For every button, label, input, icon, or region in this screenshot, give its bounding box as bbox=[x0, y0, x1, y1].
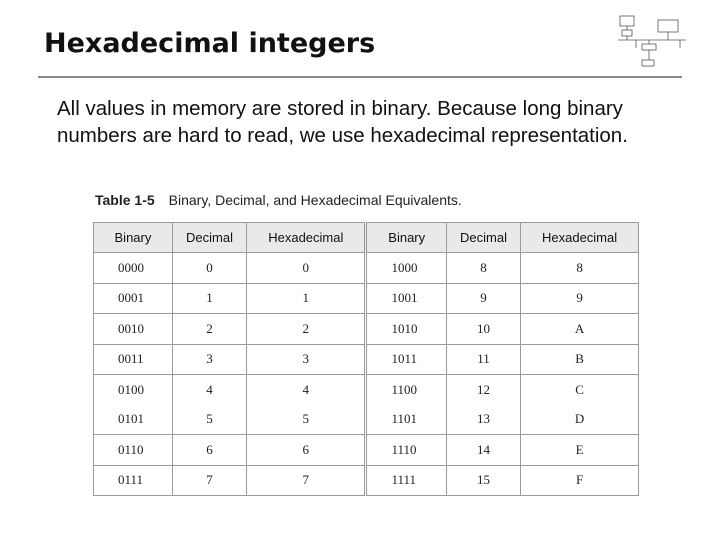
binary-cell: 0111 bbox=[94, 465, 173, 496]
decimal-cell: 2 bbox=[172, 314, 246, 345]
hex-cell: 8 bbox=[521, 253, 639, 284]
hex-cell: E bbox=[521, 435, 639, 466]
header-binary: Binary bbox=[366, 223, 446, 253]
binary-cell: 0110 bbox=[94, 435, 173, 466]
header-binary: Binary bbox=[94, 223, 173, 253]
binary-cell: 1000 bbox=[366, 253, 446, 284]
decimal-cell: 8 bbox=[446, 253, 520, 284]
binary-cell: 1111 bbox=[366, 465, 446, 496]
hex-cell: 2 bbox=[247, 314, 366, 345]
header-hexadecimal: Hexadecimal bbox=[247, 223, 366, 253]
table-caption bbox=[95, 192, 462, 208]
decimal-cell: 3 bbox=[172, 344, 246, 375]
decimal-cell: 5 bbox=[172, 405, 246, 435]
binary-cell: 1001 bbox=[366, 283, 446, 314]
hex-cell: 7 bbox=[247, 465, 366, 496]
decimal-cell: 10 bbox=[446, 314, 520, 345]
binary-cell: 1010 bbox=[366, 314, 446, 345]
decimal-cell: 13 bbox=[446, 405, 520, 435]
table-row bbox=[94, 253, 639, 284]
header-decimal: Decimal bbox=[172, 223, 246, 253]
equivalents-table bbox=[93, 222, 639, 496]
decimal-cell: 9 bbox=[446, 283, 520, 314]
table-row bbox=[94, 405, 639, 435]
decimal-cell: 4 bbox=[172, 375, 246, 405]
table-row bbox=[94, 435, 639, 466]
hex-cell: A bbox=[521, 314, 639, 345]
hex-cell: B bbox=[521, 344, 639, 375]
decimal-cell: 14 bbox=[446, 435, 520, 466]
binary-cell: 1100 bbox=[366, 375, 446, 405]
binary-cell: 0101 bbox=[94, 405, 173, 435]
hex-cell: 9 bbox=[521, 283, 639, 314]
table-row bbox=[94, 314, 639, 345]
decimal-cell: 15 bbox=[446, 465, 520, 496]
table-row bbox=[94, 375, 639, 405]
table-row bbox=[94, 283, 639, 314]
hex-cell: 3 bbox=[247, 344, 366, 375]
hex-cell: 5 bbox=[247, 405, 366, 435]
binary-cell: 0000 bbox=[94, 253, 173, 284]
title-divider bbox=[38, 76, 682, 78]
binary-cell: 0001 bbox=[94, 283, 173, 314]
hex-cell: 6 bbox=[247, 435, 366, 466]
table-caption-text: Binary, Decimal, and Hexadecimal Equivalents. bbox=[168, 192, 462, 208]
decimal-cell: 0 bbox=[172, 253, 246, 284]
table-number: Table 1-5 bbox=[95, 192, 155, 208]
hex-cell: 0 bbox=[247, 253, 366, 284]
intro-paragraph: All values in memory are stored in binary. Because long binary numbers are hard to read, we use hexadecimal representation. bbox=[57, 97, 628, 147]
table-header-row bbox=[94, 223, 639, 253]
header-hexadecimal: Hexadecimal bbox=[521, 223, 639, 253]
binary-cell: 1011 bbox=[366, 344, 446, 375]
table-row bbox=[94, 465, 639, 496]
binary-cell: 0010 bbox=[94, 314, 173, 345]
binary-cell: 1110 bbox=[366, 435, 446, 466]
network-diagram-logo-icon bbox=[616, 14, 688, 70]
binary-cell: 0011 bbox=[94, 344, 173, 375]
binary-cell: 1101 bbox=[366, 405, 446, 435]
header-decimal: Decimal bbox=[446, 223, 520, 253]
decimal-cell: 7 bbox=[172, 465, 246, 496]
decimal-cell: 12 bbox=[446, 375, 520, 405]
decimal-cell: 6 bbox=[172, 435, 246, 466]
table-row bbox=[94, 344, 639, 375]
hex-cell: C bbox=[521, 375, 639, 405]
binary-cell: 0100 bbox=[94, 375, 173, 405]
hex-cell: D bbox=[521, 405, 639, 435]
slide-title: Hexadecimal integers bbox=[44, 28, 376, 59]
decimal-cell: 11 bbox=[446, 344, 520, 375]
hex-cell: 1 bbox=[247, 283, 366, 314]
hex-cell: 4 bbox=[247, 375, 366, 405]
decimal-cell: 1 bbox=[172, 283, 246, 314]
hex-cell: F bbox=[521, 465, 639, 496]
